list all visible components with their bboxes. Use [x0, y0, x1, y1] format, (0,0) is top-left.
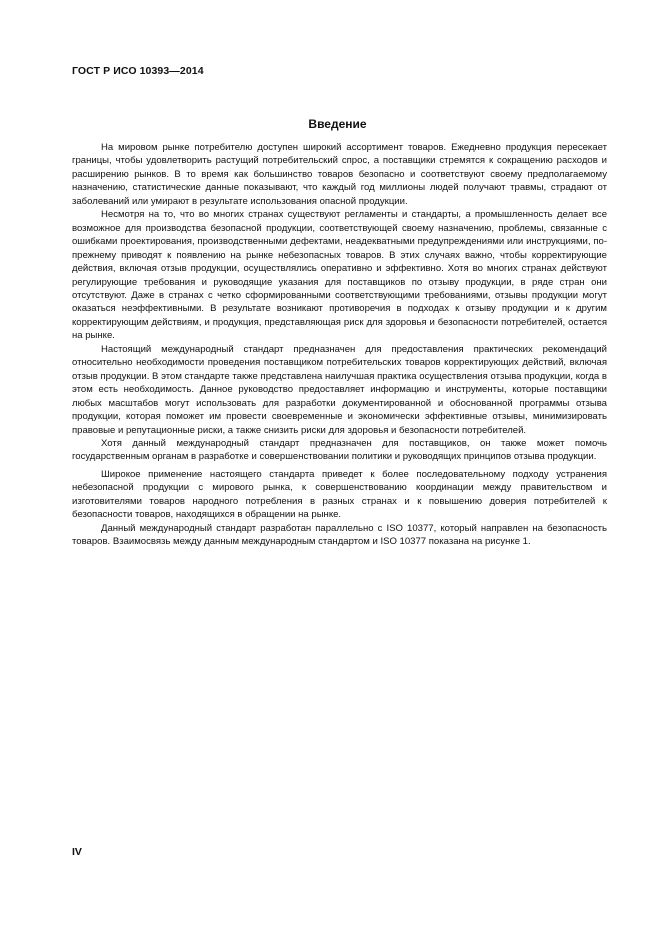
page-number: IV — [72, 846, 82, 858]
paragraph-6: Данный международный стандарт разработан параллельно с ISO 10377, который направлен на безопасность товаров. Взаимосвязь между данным международным стандартом и ISO 10377 показана на рисунке 1. — [72, 522, 607, 548]
paragraph-2: Несмотря на то, что во многих странах существуют регламенты и стандарты, а промышленность делает все возможное для производства безопасной продукции, соответствующей своему назначению, проблемы, связанные с ошибками проектирования, производственными дефектами, неадекватными предупреждениями или инструкциями, по-прежнему приводят к появлению на рынке небезопасных товаров. В этих случаях важно, чтобы корректирующие действия, включая отзыв продукции, осуществлялись оперативно и эффективно. Хотя во многих странах действуют регулирующие требования и руководящие указания для поставщиков по отзыву продукции, в ряде стран они отсутствуют. Даже в странах с четко сформированными соответствующими требованиями, отзывы продукции могут оказаться неэффективными. В результате возникают противоречия в подходах к отзыву продукции и к другим корректирующим действиям, и продукция, представляющая риск для здоровья и безопасности потребителей, остается на рынке. — [72, 209, 607, 342]
body-text — [72, 141, 607, 549]
paragraph-3: Настоящий международный стандарт предназначен для предоставления практических рекомендаций относительно необходимости проведения поставщиком потребительских товаров корректирующих действий, включая отзыв продукции. В этом стандарте также представлена наилучшая практика осуществления отзыва продукции, когда в этом есть необходимость. Данное руководство предоставляет информацию и инструменты, которые поставщики любых масштабов могут использовать для разработки документированной и обоснованной программы отзыва продукции, которая поможет им провести своевременные и экономически эффективные отзывы, минимизировать правовые и репутационные риски, а также снизить риски для здоровья и безопасности потребителей. — [72, 343, 607, 436]
paragraph-4: Хотя данный международный стандарт предназначен для поставщиков, он также может помочь государственным органам в разработке и совершенствовании политики и руководящих принципов отзыва продукции. — [72, 437, 607, 463]
document-header: ГОСТ Р ИСО 10393—2014 — [72, 65, 204, 77]
paragraph-5: Широкое применение настоящего стандарта приведет к более последовательному подходу устранения небезопасной продукции с мирового рынка, к совершенствованию координации между правительством и изготовителями товаров народного потребления в разных странах и к повышению доверия потребителей к безопасности товаров, находящихся в обращении на рынке. — [72, 468, 607, 521]
paragraph-1: На мировом рынке потребителю доступен широкий ассортимент товаров. Ежедневно продукция пересекает границы, чтобы удовлетворить растущий потребительский спрос, а поставщики стремятся к сокращению расходов и расширению рынков. В то время как большинство товаров безопасно и соответствуют своему предполагаемому назначению, статистические данные показывают, что каждый год миллионы людей получают травмы, страдают от заболеваний или умирают в результате использования опасной продукции. — [72, 142, 607, 207]
section-title: Введение — [308, 117, 367, 131]
